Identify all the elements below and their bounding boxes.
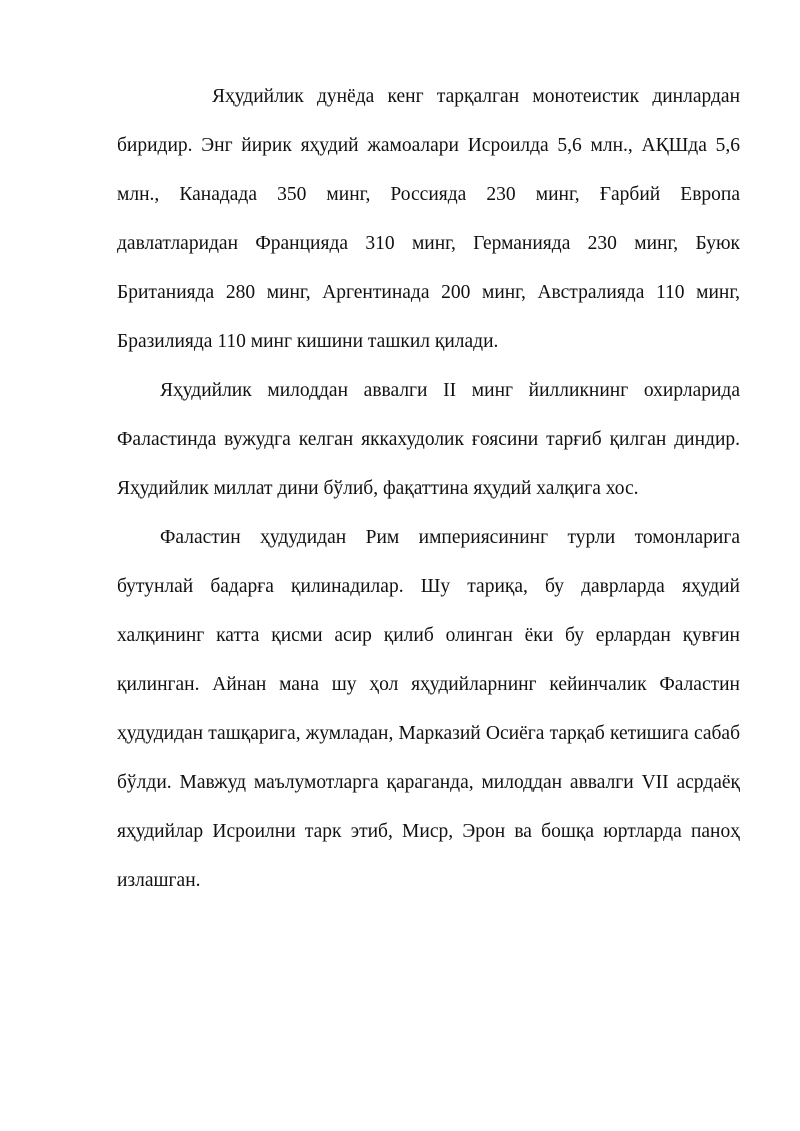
paragraph-1: Яҳудийлик дунёда кенг тарқалган монотеистик динлардан биридир. Энг йирик яҳудий жамоалари Исроилда 5,6 млн., АҚШда 5,6 млн., Канадада 350 минг, Россияда 230 минг, Ғарбий Европа давлатларидан Францияда 310 минг, Германияда 230 минг, Буюк Британияда 280 минг, Аргентинада 200 минг, Австралияда 110 минг, Бразилияда 110 минг кишини ташкил қилади. bbox=[117, 86, 740, 352]
paragraph-3: Фаластин ҳудудидан Рим империясининг турли томонларига бутунлай бадарға қилинадилар. Шу тариқа, бу даврларда яҳудий халқининг катта қисми асир қилиб олинган ёки бу ерлардан қувғин қилинган. Айнан мана шу ҳол яҳудийларнинг кейинчалик Фаластин ҳудудидан ташқарига, жумладан, Марказий Осиёга тарқаб кетишига сабаб бўлди. Мавжуд маълумотларга қараганда, милоддан аввалги VII асрдаёқ яҳудийлар Исроилни тарк этиб, Миср, Эрон ва бошқа юртларда паноҳ излашган. bbox=[117, 527, 740, 891]
paragraph-2: Яҳудийлик милоддан аввалги II минг йилликнинг охирларида Фаластинда вужудга келган яккахудолик ғоясини тарғиб қилган диндир. Яҳудийлик миллат дини бўлиб, фақаттина яҳудий халқига хос. bbox=[117, 380, 740, 499]
